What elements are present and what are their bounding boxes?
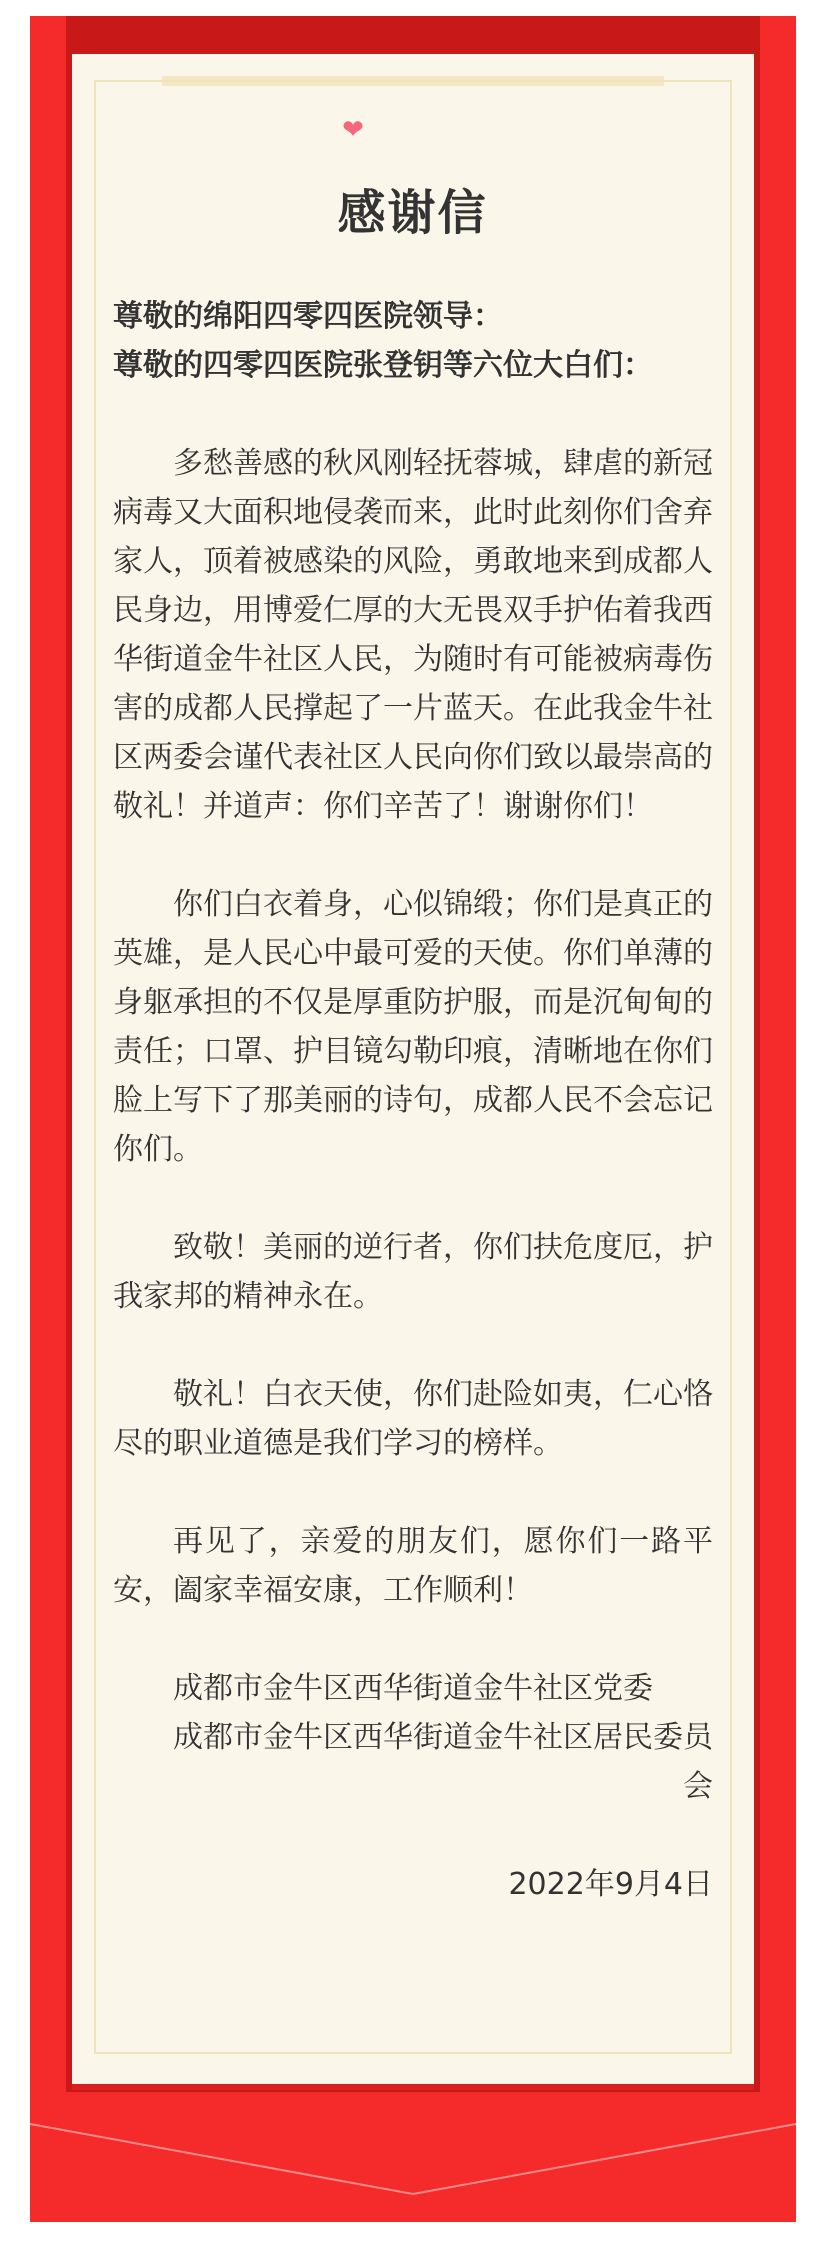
salutation-hospital: 尊敬的绵阳四零四医院领导： (113, 299, 503, 334)
salutation-staff: 尊敬的四零四医院张登钥等六位大白们： (113, 348, 653, 383)
paragraph-4: 敬礼！白衣天使，你们赴险如夷，仁心恪尽的职业道德是我们学习的榜样。 (113, 1377, 713, 1461)
paragraph-5: 再见了，亲爱的朋友们，愿你们一路平安，阖家幸福安康，工作顺利！ (113, 1524, 713, 1608)
letter-body (113, 292, 713, 1909)
bottom-fold-decoration (30, 2102, 796, 2222)
letter-date: 2022年9月4日 (508, 1867, 713, 1902)
signature-residents-committee: 成都市金牛区西华街道金牛社区居民委员会 (173, 1720, 713, 1804)
paragraph-1: 多愁善感的秋风刚轻抚蓉城，肆虐的新冠病毒又大面积地侵袭而来，此时此刻你们舍弃家人，顶着被感染的风险，勇敢地来到成都人民身边，用博爱仁厚的大无畏双手护佑着我西华街道金牛社区人民，为随时有可能被病毒伤害的成都人民撑起了一片蓝天。在此我金牛社区两委会谨代表社区人民向你们致以最崇高的敬礼！并道声：你们辛苦了！谢谢你们！ (113, 446, 713, 824)
signature-party-committee: 成都市金牛区西华街道金牛社区党委 (173, 1671, 653, 1706)
paragraph-2: 你们白衣着身，心似锦缎；你们是真正的英雄，是人民心中最可爱的天使。你们单薄的身躯承担的不仅是厚重防护服，而是沉甸甸的责任；口罩、护目镜勾勒印痕，清晰地在你们脸上写下了那美丽的诗句，成都人民不会忘记你们。 (113, 887, 713, 1167)
letter-title: 感谢信 (337, 185, 488, 241)
paragraph-3: 致敬！美丽的逆行者，你们扶危度厄，护我家邦的精神永在。 (113, 1230, 713, 1314)
heart-icon: ❤ (342, 115, 364, 145)
